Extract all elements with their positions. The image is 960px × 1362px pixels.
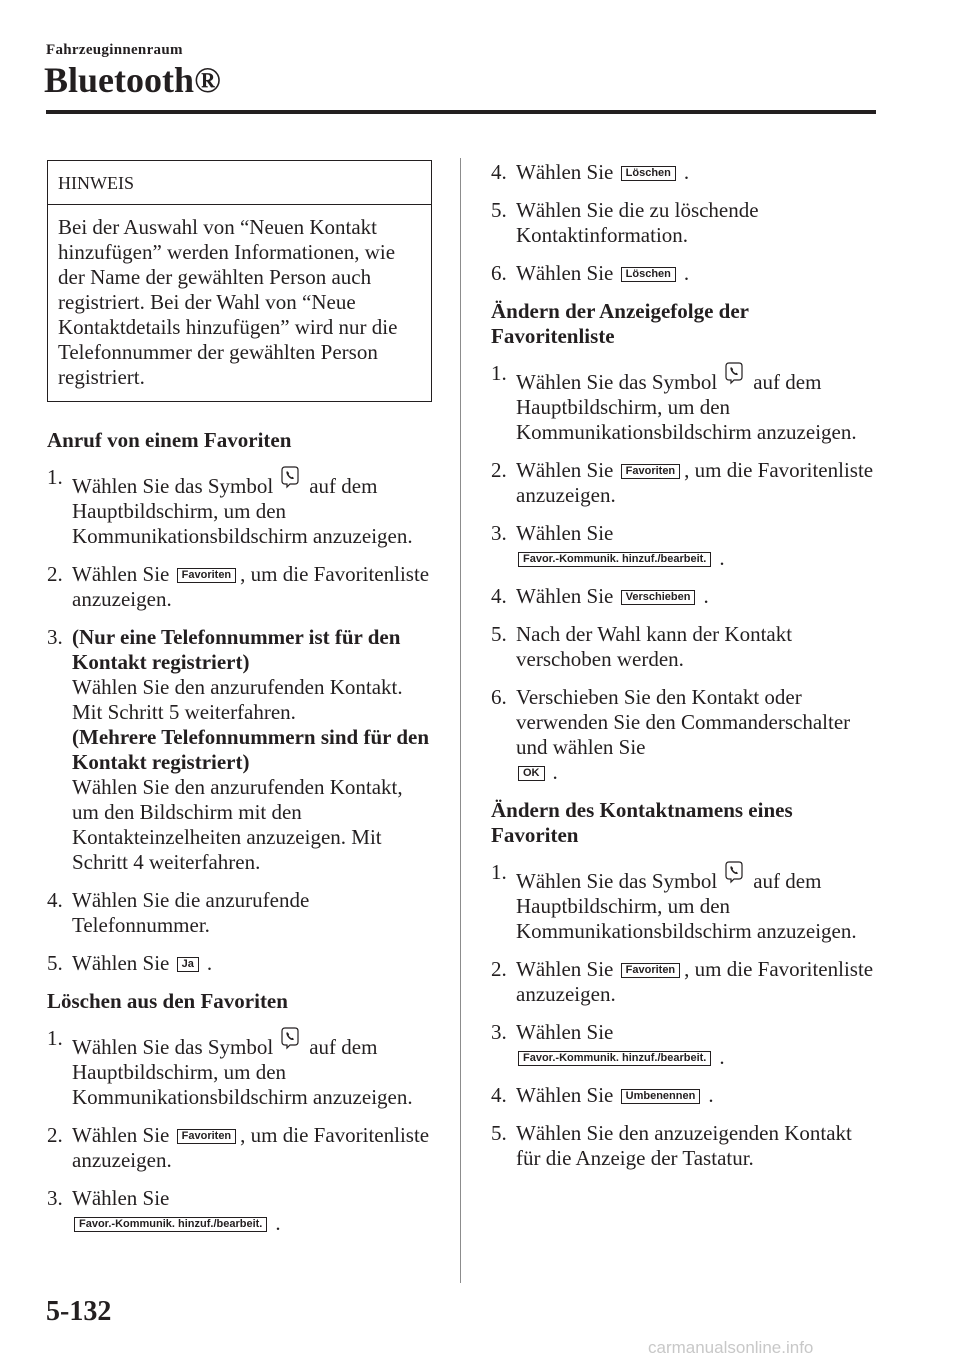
step-number: 1. <box>491 361 507 385</box>
step-text: Wählen Sie <box>516 1083 614 1107</box>
step-number: 3. <box>47 625 63 649</box>
delete-step-6 <box>491 261 876 286</box>
step-text: Wählen Sie <box>516 160 614 184</box>
step-number: 1. <box>47 465 63 489</box>
step-text: auf dem Hauptbildschirm, um den Kommunikationsbildschirm anzuzeigen. <box>72 474 413 548</box>
step-text: auf dem Hauptbildschirm, um den Kommunikationsbildschirm anzuzeigen. <box>72 1035 413 1109</box>
delete-step-4 <box>491 160 876 185</box>
phone-icon[interactable] <box>279 465 301 489</box>
delete-step-3 <box>47 1186 432 1236</box>
step-number: 2. <box>47 562 63 586</box>
call-step-5 <box>47 951 432 976</box>
note-text: Bei der Auswahl von “Neuen Kontakt hinzufügen” werden Informationen, wie der Name der gewählten Person auch registriert. Bei der Wahl von “Neue Kontaktdetails hinzufügen” wird nur die Telefonnummer der gewählten Person registriert. <box>58 215 398 389</box>
note-box <box>47 160 432 402</box>
condition-multiple: (Mehrere Telefonnummern sind für den Kontakt registriert) <box>72 725 430 774</box>
call-step-4 <box>47 888 432 938</box>
step-text: Wählen Sie den anzurufenden Kontakt. Mit Schritt 5 weiterfahren. <box>72 675 403 724</box>
favor-edit-button[interactable]: Favor.-Kommunik. hinzuf./bearbeit. <box>518 1051 711 1066</box>
right-column <box>491 160 876 1184</box>
page-title: Bluetooth® <box>44 60 221 100</box>
step-text: Wählen Sie <box>516 584 614 608</box>
phone-icon[interactable] <box>723 361 745 385</box>
loeschen-button[interactable]: Löschen <box>621 267 676 282</box>
favoriten-button[interactable]: Favoriten <box>177 568 237 583</box>
favor-edit-button[interactable]: Favor.-Kommunik. hinzuf./bearbeit. <box>518 552 711 567</box>
step-number: 3. <box>491 1020 507 1044</box>
step-number: 3. <box>491 521 507 545</box>
note-heading: HINWEIS <box>48 161 431 205</box>
period: . <box>683 261 690 285</box>
step-text: Wählen Sie <box>516 521 614 545</box>
step-text: Wählen Sie <box>516 261 614 285</box>
step-number: 2. <box>47 1123 63 1147</box>
step-number: 6. <box>491 261 507 285</box>
step-text: Nach der Wahl kann der Kontakt verschoben werden. <box>516 622 793 671</box>
step-number: 2. <box>491 957 507 981</box>
order-step-1 <box>491 361 876 445</box>
title-rule <box>46 110 876 114</box>
step-number: 5. <box>47 951 63 975</box>
order-step-6 <box>491 685 876 785</box>
step-number: 4. <box>47 888 63 912</box>
step-number: 6. <box>491 685 507 709</box>
step-number: 5. <box>491 1121 507 1145</box>
step-text: Wählen Sie <box>516 458 614 482</box>
order-step-4 <box>491 584 876 609</box>
phone-icon[interactable] <box>279 1026 301 1050</box>
period: . <box>552 760 558 784</box>
step-text: Wählen Sie <box>516 1020 614 1044</box>
step-number: 4. <box>491 1083 507 1107</box>
rename-heading: Ändern des Kontaktnamens eines Favoriten <box>491 798 793 847</box>
step-text: Verschieben Sie den Kontakt oder verwenden Sie den Commanderschalter und wählen Sie <box>516 685 851 759</box>
period: . <box>708 1083 714 1107</box>
rename-step-3 <box>491 1020 876 1070</box>
step-text: Wählen Sie den anzurufenden Kontakt, um den Bildschirm mit den Kontakteinzelheiten anzuzeigen. Mit Schritt 4 weiterfahren. <box>72 775 403 874</box>
ja-button[interactable]: Ja <box>177 957 199 972</box>
favoriten-button[interactable]: Favoriten <box>621 963 681 978</box>
step-text: Wählen Sie die zu löschende Kontaktinformation. <box>516 198 759 247</box>
favor-edit-button[interactable]: Favor.-Kommunik. hinzuf./bearbeit. <box>74 1217 267 1232</box>
step-text: Wählen Sie <box>72 951 170 975</box>
step-text: , um die Favoritenliste anzuzeigen. <box>516 957 874 1006</box>
delete-heading: Löschen aus den Favoriten <box>47 989 288 1013</box>
period: . <box>683 160 690 184</box>
step-text: auf dem Hauptbildschirm, um den Kommunikationsbildschirm anzuzeigen. <box>516 869 857 943</box>
step-text: Wählen Sie die anzurufende Telefonnummer. <box>72 888 310 937</box>
step-text: Wählen Sie das Symbol <box>516 869 718 893</box>
step-text: Wählen Sie das Symbol <box>72 474 274 498</box>
delete-step-1 <box>47 1026 432 1110</box>
loeschen-button[interactable]: Löschen <box>621 166 676 181</box>
call-heading: Anruf von einem Favoriten <box>47 428 292 452</box>
phone-icon[interactable] <box>723 860 745 884</box>
step-text: , um die Favoritenliste anzuzeigen. <box>72 562 430 611</box>
call-step-1 <box>47 465 432 549</box>
step-text: auf dem Hauptbildschirm, um den Kommunikationsbildschirm anzuzeigen. <box>516 370 857 444</box>
step-text: Wählen Sie das Symbol <box>516 370 718 394</box>
order-heading: Ändern der Anzeigefolge der Favoritenliste <box>491 299 749 348</box>
step-text: Wählen Sie <box>72 562 170 586</box>
step-number: 2. <box>491 458 507 482</box>
column-divider <box>460 158 461 1283</box>
period: . <box>275 1211 281 1235</box>
step-number: 5. <box>491 198 507 222</box>
period: . <box>206 951 213 975</box>
step-text: Wählen Sie das Symbol <box>72 1035 274 1059</box>
period: . <box>719 1045 725 1069</box>
step-number: 4. <box>491 160 507 184</box>
ok-button[interactable]: OK <box>518 766 545 781</box>
step-text: Wählen Sie <box>72 1186 170 1210</box>
period: . <box>719 546 725 570</box>
favoriten-button[interactable]: Favoriten <box>621 464 681 479</box>
page-number: 5-132 <box>46 1296 112 1327</box>
delete-step-2 <box>47 1123 432 1173</box>
order-step-3 <box>491 521 876 571</box>
step-text: Wählen Sie <box>516 957 614 981</box>
step-text: , um die Favoritenliste anzuzeigen. <box>72 1123 430 1172</box>
period: . <box>703 584 709 608</box>
step-number: 1. <box>47 1026 63 1050</box>
section-label: Fahrzeuginnenraum <box>46 42 183 58</box>
step-text: Wählen Sie den anzuzeigenden Kontakt für die Anzeige der Tastatur. <box>516 1121 852 1170</box>
step-text: , um die Favoritenliste anzuzeigen. <box>516 458 874 507</box>
call-step-2 <box>47 562 432 612</box>
condition-single: (Nur eine Telefonnummer ist für den Kontakt registriert) <box>72 625 401 674</box>
step-number: 3. <box>47 1186 63 1210</box>
order-step-5 <box>491 622 876 672</box>
rename-step-4 <box>491 1083 876 1108</box>
umbenennen-button[interactable]: Umbenennen <box>621 1089 701 1104</box>
delete-step-5 <box>491 198 876 248</box>
left-column <box>47 160 432 1249</box>
step-number: 5. <box>491 622 507 646</box>
step-text: Wählen Sie <box>72 1123 170 1147</box>
rename-step-1 <box>491 860 876 944</box>
watermark: carmanualsonline.info <box>648 1338 814 1357</box>
rename-step-2 <box>491 957 876 1007</box>
verschieben-button[interactable]: Verschieben <box>621 590 696 605</box>
step-number: 4. <box>491 584 507 608</box>
call-step-3 <box>47 625 432 875</box>
rename-step-5 <box>491 1121 876 1171</box>
favoriten-button[interactable]: Favoriten <box>177 1129 237 1144</box>
order-step-2 <box>491 458 876 508</box>
step-number: 1. <box>491 860 507 884</box>
